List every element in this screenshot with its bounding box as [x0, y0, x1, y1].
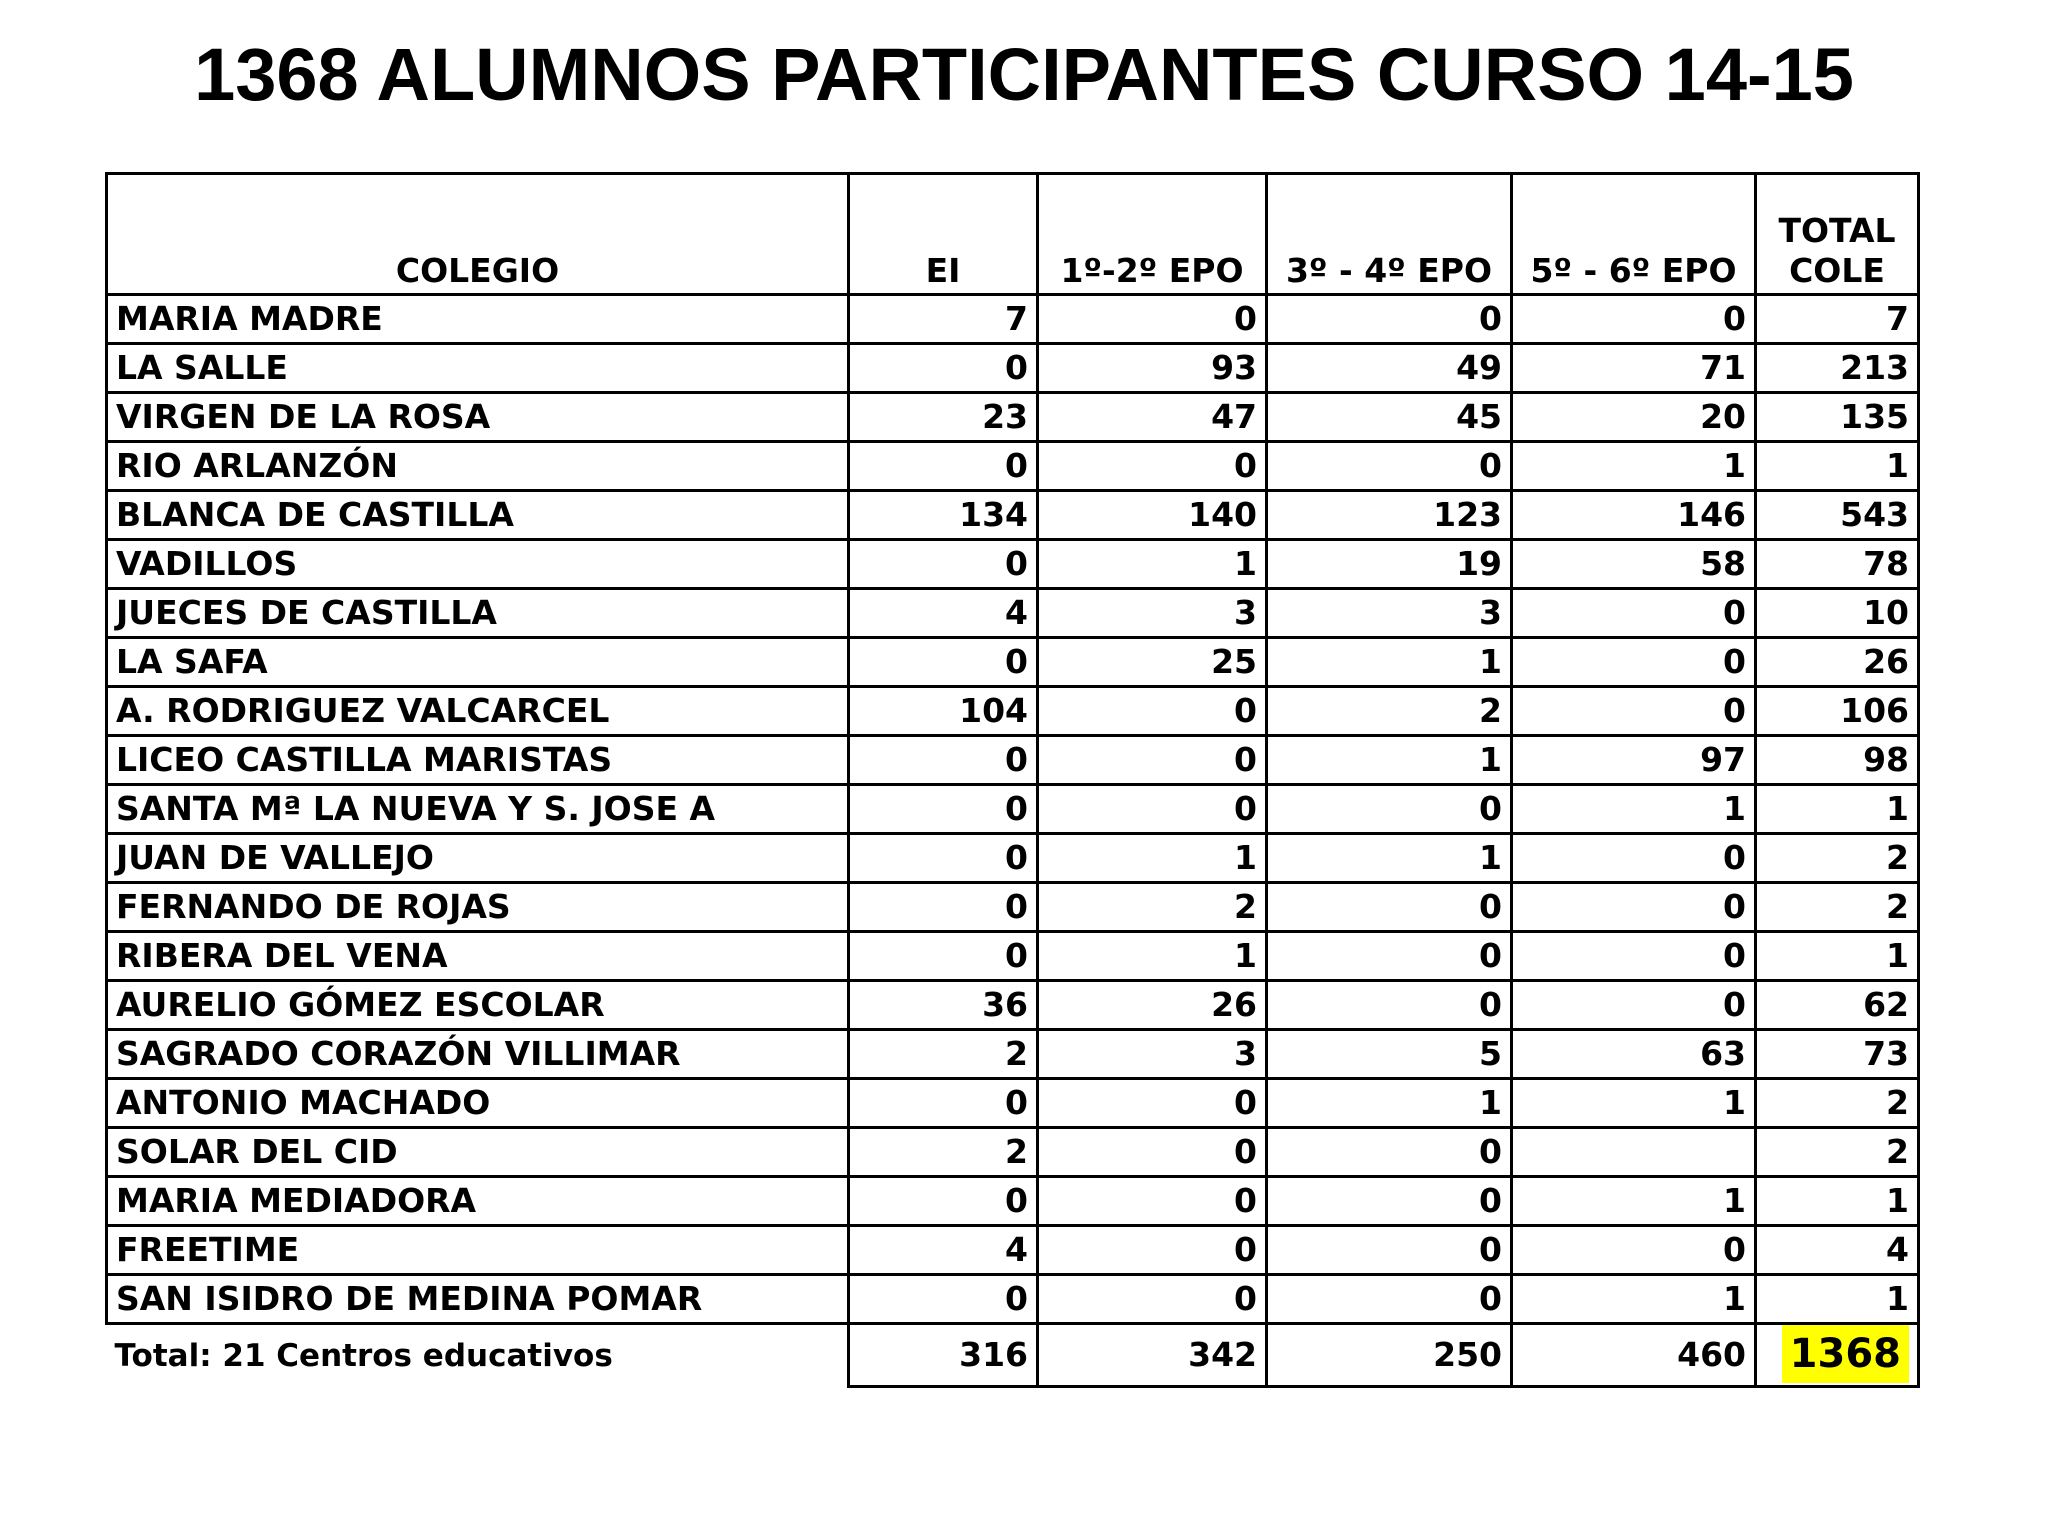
cell-ei: 104	[849, 687, 1038, 736]
cell-colegio: SAGRADO CORAZÓN VILLIMAR	[107, 1030, 849, 1079]
cell-colegio: LICEO CASTILLA MARISTAS	[107, 736, 849, 785]
table-row	[107, 932, 1919, 981]
cell-ei: 2	[849, 1030, 1038, 1079]
cell-epo-1-2: 0	[1038, 1226, 1267, 1275]
cell-epo-1-2: 2	[1038, 883, 1267, 932]
cell-epo-1-2: 25	[1038, 638, 1267, 687]
cell-epo-1-2: 0	[1038, 736, 1267, 785]
cell-epo-5-6: 71	[1512, 344, 1756, 393]
cell-colegio: VADILLOS	[107, 540, 849, 589]
cell-epo-5-6	[1512, 1128, 1756, 1177]
cell-epo-3-4: 0	[1267, 1226, 1512, 1275]
table-row	[107, 1226, 1919, 1275]
cell-epo-1-2: 1	[1038, 540, 1267, 589]
table-row	[107, 295, 1919, 344]
cell-colegio: SOLAR DEL CID	[107, 1128, 849, 1177]
cell-total-cole: 98	[1756, 736, 1919, 785]
cell-colegio: LA SALLE	[107, 344, 849, 393]
cell-epo-5-6: 1	[1512, 1177, 1756, 1226]
cell-total-cole: 4	[1756, 1226, 1919, 1275]
header-colegio: COLEGIO	[107, 174, 849, 295]
cell-total-cole: 26	[1756, 638, 1919, 687]
table-header-row	[107, 174, 1919, 295]
cell-total-cole: 73	[1756, 1030, 1919, 1079]
table-row	[107, 1128, 1919, 1177]
cell-colegio: SAN ISIDRO DE MEDINA POMAR	[107, 1275, 849, 1324]
cell-total-cole: 7	[1756, 295, 1919, 344]
cell-colegio: FREETIME	[107, 1226, 849, 1275]
totals-label: Total: 21 Centros educativos	[114, 1337, 613, 1374]
cell-epo-5-6: 1	[1512, 442, 1756, 491]
cell-ei: 0	[849, 785, 1038, 834]
cell-epo-1-2: 0	[1038, 1128, 1267, 1177]
table-row	[107, 883, 1919, 932]
table-row	[107, 785, 1919, 834]
cell-total-cole: 1	[1756, 1177, 1919, 1226]
cell-epo-1-2: 93	[1038, 344, 1267, 393]
cell-ei: 0	[849, 442, 1038, 491]
cell-ei: 0	[849, 736, 1038, 785]
cell-colegio: BLANCA DE CASTILLA	[107, 491, 849, 540]
cell-total-cole: 213	[1756, 344, 1919, 393]
cell-epo-1-2: 0	[1038, 1275, 1267, 1324]
cell-epo-1-2: 0	[1038, 687, 1267, 736]
cell-colegio: MARIA MADRE	[107, 295, 849, 344]
cell-total-cole: 62	[1756, 981, 1919, 1030]
cell-ei: 0	[849, 638, 1038, 687]
cell-epo-1-2: 0	[1038, 1079, 1267, 1128]
table-row	[107, 638, 1919, 687]
cell-epo-5-6: 0	[1512, 589, 1756, 638]
cell-total-cole: 2	[1756, 834, 1919, 883]
cell-epo-3-4: 0	[1267, 295, 1512, 344]
cell-epo-3-4: 0	[1267, 785, 1512, 834]
cell-epo-5-6: 0	[1512, 834, 1756, 883]
cell-epo-3-4: 19	[1267, 540, 1512, 589]
totals-epo-1-2: 342	[1038, 1324, 1267, 1387]
cell-epo-3-4: 0	[1267, 1275, 1512, 1324]
header-epo-1-2: 1º-2º EPO	[1038, 174, 1267, 295]
cell-epo-5-6: 1	[1512, 785, 1756, 834]
cell-ei: 0	[849, 1177, 1038, 1226]
cell-ei: 4	[849, 1226, 1038, 1275]
cell-colegio: SANTA Mª LA NUEVA Y S. JOSE A	[107, 785, 849, 834]
cell-epo-3-4: 1	[1267, 834, 1512, 883]
cell-epo-1-2: 0	[1038, 785, 1267, 834]
cell-epo-1-2: 0	[1038, 295, 1267, 344]
cell-ei: 0	[849, 1079, 1038, 1128]
cell-total-cole: 1	[1756, 932, 1919, 981]
cell-total-cole: 1	[1756, 442, 1919, 491]
table-row	[107, 1030, 1919, 1079]
cell-colegio: MARIA MEDIADORA	[107, 1177, 849, 1226]
cell-colegio: FERNANDO DE ROJAS	[107, 883, 849, 932]
table-row	[107, 442, 1919, 491]
cell-ei: 134	[849, 491, 1038, 540]
table-row	[107, 736, 1919, 785]
cell-colegio: ANTONIO MACHADO	[107, 1079, 849, 1128]
cell-epo-1-2: 3	[1038, 1030, 1267, 1079]
page-title: 1368 ALUMNOS PARTICIPANTES CURSO 14-15	[194, 33, 1854, 116]
cell-epo-1-2: 0	[1038, 442, 1267, 491]
cell-epo-3-4: 0	[1267, 981, 1512, 1030]
cell-colegio: RIBERA DEL VENA	[107, 932, 849, 981]
cell-epo-5-6: 58	[1512, 540, 1756, 589]
cell-epo-5-6: 0	[1512, 687, 1756, 736]
cell-colegio: RIO ARLANZÓN	[107, 442, 849, 491]
participants-table	[105, 172, 1920, 1388]
cell-ei: 36	[849, 981, 1038, 1030]
table-row	[107, 589, 1919, 638]
cell-epo-3-4: 1	[1267, 736, 1512, 785]
cell-ei: 7	[849, 295, 1038, 344]
cell-epo-1-2: 1	[1038, 932, 1267, 981]
cell-ei: 0	[849, 1275, 1038, 1324]
cell-epo-1-2: 0	[1038, 1177, 1267, 1226]
table-row	[107, 834, 1919, 883]
cell-colegio: VIRGEN DE LA ROSA	[107, 393, 849, 442]
cell-epo-3-4: 2	[1267, 687, 1512, 736]
cell-colegio: AURELIO GÓMEZ ESCOLAR	[107, 981, 849, 1030]
totals-epo-3-4: 250	[1267, 1324, 1512, 1387]
cell-epo-5-6: 1	[1512, 1079, 1756, 1128]
cell-epo-1-2: 1	[1038, 834, 1267, 883]
table-row	[107, 1177, 1919, 1226]
cell-epo-3-4: 1	[1267, 1079, 1512, 1128]
cell-ei: 4	[849, 589, 1038, 638]
cell-epo-3-4: 0	[1267, 442, 1512, 491]
cell-epo-1-2: 26	[1038, 981, 1267, 1030]
cell-epo-3-4: 0	[1267, 883, 1512, 932]
cell-epo-3-4: 5	[1267, 1030, 1512, 1079]
cell-ei: 0	[849, 344, 1038, 393]
cell-epo-5-6: 0	[1512, 981, 1756, 1030]
cell-epo-5-6: 0	[1512, 1226, 1756, 1275]
cell-epo-5-6: 146	[1512, 491, 1756, 540]
table-row	[107, 1275, 1919, 1324]
header-epo-3-4: 3º - 4º EPO	[1267, 174, 1512, 295]
cell-epo-5-6: 20	[1512, 393, 1756, 442]
cell-total-cole: 1	[1756, 1275, 1919, 1324]
table-row	[107, 687, 1919, 736]
table-row	[107, 540, 1919, 589]
cell-colegio: JUECES DE CASTILLA	[107, 589, 849, 638]
cell-colegio: A. RODRIGUEZ VALCARCEL	[107, 687, 849, 736]
cell-total-cole: 2	[1756, 883, 1919, 932]
cell-total-cole: 135	[1756, 393, 1919, 442]
cell-total-cole: 2	[1756, 1079, 1919, 1128]
header-total-line1: TOTAL	[1778, 211, 1896, 250]
cell-epo-1-2: 140	[1038, 491, 1267, 540]
cell-ei: 0	[849, 540, 1038, 589]
cell-total-cole: 2	[1756, 1128, 1919, 1177]
totals-grand-cell	[1756, 1324, 1919, 1387]
totals-epo-5-6: 460	[1512, 1324, 1756, 1387]
header-total-cole	[1756, 174, 1919, 295]
cell-epo-3-4: 0	[1267, 1177, 1512, 1226]
totals-ei: 316	[849, 1324, 1038, 1387]
table-row	[107, 1079, 1919, 1128]
cell-total-cole: 78	[1756, 540, 1919, 589]
cell-epo-1-2: 47	[1038, 393, 1267, 442]
cell-ei: 0	[849, 834, 1038, 883]
cell-epo-3-4: 123	[1267, 491, 1512, 540]
cell-ei: 2	[849, 1128, 1038, 1177]
cell-epo-5-6: 0	[1512, 932, 1756, 981]
grand-total-highlight: 1368	[1782, 1325, 1909, 1383]
cell-total-cole: 1	[1756, 785, 1919, 834]
cell-total-cole: 106	[1756, 687, 1919, 736]
cell-total-cole: 10	[1756, 589, 1919, 638]
cell-epo-3-4: 3	[1267, 589, 1512, 638]
table-row	[107, 393, 1919, 442]
table-row	[107, 344, 1919, 393]
cell-epo-5-6: 1	[1512, 1275, 1756, 1324]
cell-total-cole: 543	[1756, 491, 1919, 540]
cell-colegio: LA SAFA	[107, 638, 849, 687]
cell-colegio: JUAN DE VALLEJO	[107, 834, 849, 883]
header-ei: EI	[849, 174, 1038, 295]
cell-epo-3-4: 45	[1267, 393, 1512, 442]
header-total-line2: COLE	[1789, 251, 1885, 290]
header-epo-5-6: 5º - 6º EPO	[1512, 174, 1756, 295]
cell-ei: 0	[849, 932, 1038, 981]
totals-row	[107, 1324, 1919, 1387]
cell-epo-3-4: 0	[1267, 932, 1512, 981]
cell-epo-5-6: 0	[1512, 295, 1756, 344]
table-body	[107, 295, 1919, 1324]
cell-ei: 23	[849, 393, 1038, 442]
cell-epo-3-4: 49	[1267, 344, 1512, 393]
cell-epo-1-2: 3	[1038, 589, 1267, 638]
table-row	[107, 491, 1919, 540]
cell-epo-3-4: 1	[1267, 638, 1512, 687]
cell-epo-5-6: 0	[1512, 883, 1756, 932]
cell-epo-3-4: 0	[1267, 1128, 1512, 1177]
cell-ei: 0	[849, 883, 1038, 932]
cell-epo-5-6: 63	[1512, 1030, 1756, 1079]
cell-epo-5-6: 0	[1512, 638, 1756, 687]
table-row	[107, 981, 1919, 1030]
cell-epo-5-6: 97	[1512, 736, 1756, 785]
